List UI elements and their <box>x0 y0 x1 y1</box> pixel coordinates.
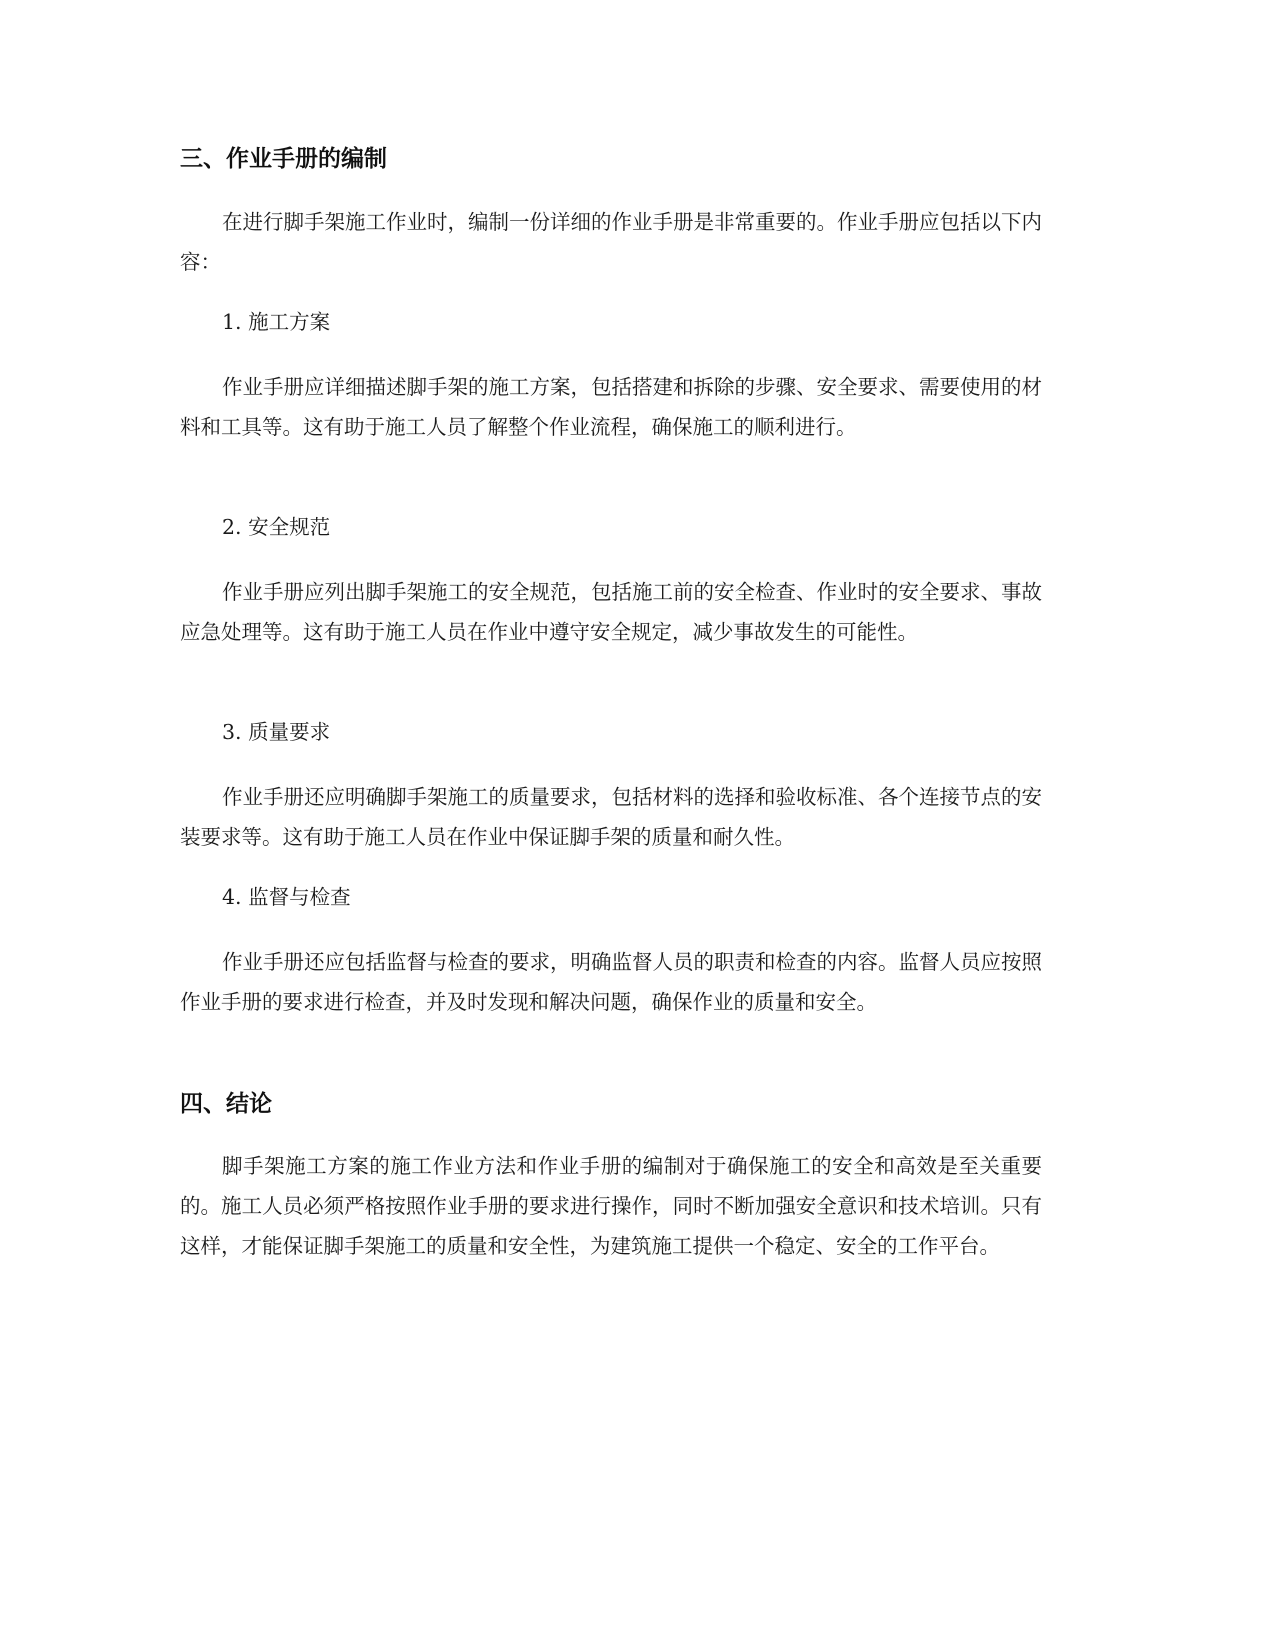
section-4-heading: 四、结论 <box>180 1091 272 1117</box>
item-1-text: 作业手册应详细描述脚手架的施工方案，包括搭建和拆除的步骤、安全要求、需要使用的材料和工具等。这有助于施工人员了解整个作业流程，确保施工的顺利进行。 <box>180 375 1042 439</box>
item-2-title: 2. 安全规范 <box>222 515 331 539</box>
item-4-text: 作业手册还应包括监督与检查的要求，明确监督人员的职责和检查的内容。监督人员应按照作业手册的要求进行检查，并及时发现和解决问题，确保作业的质量和安全。 <box>180 950 1042 1014</box>
section-4-text: 脚手架施工方案的施工作业方法和作业手册的编制对于确保施工的安全和高效是至关重要的。施工人员必须严格按照作业手册的要求进行操作，同时不断加强安全意识和技术培训。只有这样，才能保证脚手架施工的质量和安全性，为建筑施工提供一个稳定、安全的工作平台。 <box>180 1154 1042 1258</box>
section-3-heading: 三、作业手册的编制 <box>180 146 387 172</box>
section-3-intro: 在进行脚手架施工作业时，编制一份详细的作业手册是非常重要的。作业手册应包括以下内容： <box>180 210 1042 274</box>
item-3-title: 3. 质量要求 <box>222 720 331 744</box>
item-3-text: 作业手册还应明确脚手架施工的质量要求，包括材料的选择和验收标准、各个连接节点的安装要求等。这有助于施工人员在作业中保证脚手架的质量和耐久性。 <box>180 785 1042 849</box>
item-1-title: 1. 施工方案 <box>222 310 331 334</box>
item-4-title: 4. 监督与检查 <box>222 885 351 909</box>
item-2-text: 作业手册应列出脚手架施工的安全规范，包括施工前的安全检查、作业时的安全要求、事故应急处理等。这有助于施工人员在作业中遵守安全规定，减少事故发生的可能性。 <box>180 580 1042 644</box>
